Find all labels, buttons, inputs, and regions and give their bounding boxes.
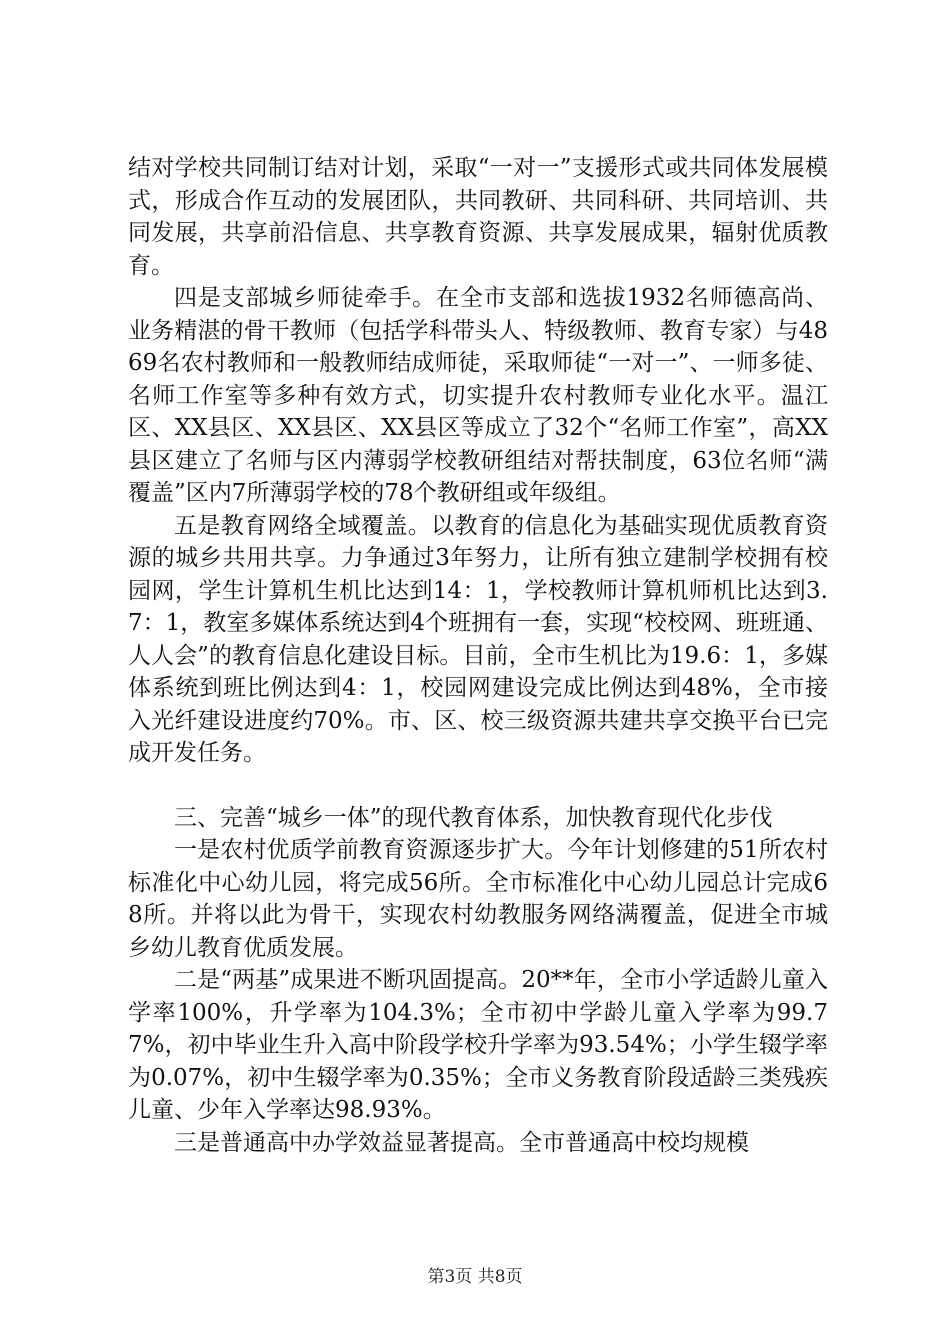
document-body [128, 152, 828, 1159]
paragraph-teacher-pairing: 四是支部城乡师徒牵手。在全市支部和选拔1932名师德高尚、业务精湛的骨干教师（包括学科带头人、特级教师、教育专家）与4869名农村教师和一般教师结成师徒，采取师徒“一对一”、一师多徒、名师工作室等多种有效方式，切实提升农村教师专业化水平。温江区、XX县区、XX县区、XX县区等成立了32个“名师工作室”，高XX县区建立了名师与区内薄弱学校教研组结对帮扶制度，63位名师“满覆盖”区内7所薄弱学校的78个教研组或年级组。 [128, 285, 828, 506]
paragraph-high-school: 三是普通高中办学效益显著提高。全市普通高中校均规模 [174, 1129, 749, 1156]
paragraph-continuation: 结对学校共同制订结对计划，采取“一对一”支援形式或共同体发展模式，形成合作互动的发展团队，共同教研、共同科研、共同培训、共同发展，共享前沿信息、共享教育资源、共享发展成果，辐射优质教育。 [128, 155, 828, 279]
paragraph-network-coverage: 五是教育网络全域覆盖。以教育的信息化为基础实现优质教育资源的城乡共用共享。力争通过3年努力，让所有独立建制学校拥有校园网，学生计算机生机比达到14：1，学校教师计算机师机比达到3.7：1，教室多媒体系统达到4个班拥有一套，实现“校校网、班班通、人人会”的教育信息化建设目标。目前，全市生机比为19.6：1，多媒体系统到班比例达到4：1，校园网建设完成比例达到48%，全市接入光纤建设进度约70%。市、区、校三级资源共建共享交换平台已完成开发任务。 [128, 512, 828, 766]
paragraph-preschool: 一是农村优质学前教育资源逐步扩大。今年计划修建的51所农村标准化中心幼儿园，将完成56所。全市标准化中心幼儿园总计完成68所。并将以此为骨干，实现农村幼教服务网络满覆盖，促进全市城乡幼儿教育优质发展。 [128, 837, 828, 961]
paragraph-two-basics: 二是“两基”成果进不断巩固提高。20**年，全市小学适龄儿童入学率100%，升学率为104.3%；全市初中学龄儿童入学率为99.77%，初中毕业生升入高中阶段学校升学率为93.54%；小学生辍学率为0.07%，初中生辍学率为0.35%；全市义务教育阶段适龄三类残疾儿童、少年入学率达98.93%。 [128, 967, 828, 1123]
page-number: 第3页 共8页 [427, 1267, 523, 1287]
section-heading: 三、完善“城乡一体”的现代教育体系，加快教育现代化步伐 [174, 804, 773, 831]
